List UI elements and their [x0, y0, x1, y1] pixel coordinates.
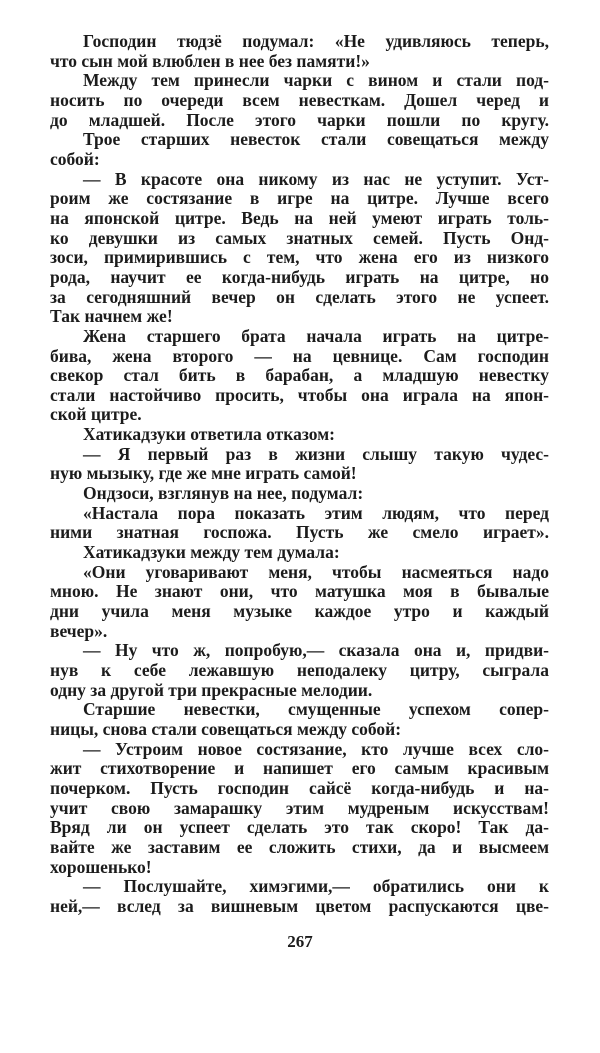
text-line: — Устроим новое состязание, кто лучше всех сло-	[83, 738, 549, 759]
text-line: стали настойчиво просить, чтобы она играла на япон-	[50, 384, 549, 405]
text-line: дни учила меня музыке каждое утро и каждый	[50, 601, 549, 622]
text-line: носить по очереди всем невесткам. Дошел черед и	[50, 89, 549, 110]
page-body-text	[50, 32, 549, 917]
text-line: Вряд ли он успеет сделать это так скоро! Так да-	[50, 817, 549, 838]
text-line: ницы, снова стали совещаться между собой:	[50, 718, 402, 739]
text-line: ней,— вслед за вишневым цветом распускаются цве-	[50, 895, 549, 916]
text-line: — В красоте она никому из нас не уступит. Уст-	[83, 168, 549, 189]
text-line: Трое старших невесток стали совещаться между	[83, 129, 549, 150]
text-line: хорошенько!	[50, 856, 152, 877]
text-line: учит свою замарашку этим мудреным искусствам!	[50, 797, 549, 818]
text-line: Хатикадзуки ответила отказом:	[83, 424, 335, 445]
text-line: свекор стал бить в барабан, а младшую невестку	[50, 365, 549, 386]
text-line: — Я первый раз в жизни слышу такую чудес-	[83, 443, 549, 464]
text-line: — Ну что ж, попробую,— сказала она и, придви-	[83, 640, 549, 661]
text-line: вечер».	[50, 620, 108, 641]
text-line: за сегодняшний вечер он сделать этого не успеет.	[50, 286, 549, 307]
text-line: Ондзоси, взглянув на нее, подумал:	[83, 483, 364, 504]
text-line: жит стихотворение и напишет его самым красивым	[50, 758, 549, 779]
text-line: ской цитре.	[50, 404, 142, 425]
text-line: Господин тюдзё подумал: «Не удивляюсь теперь,	[83, 31, 549, 51]
text-line: — Послушайте, химэгими,— обратились они к	[83, 876, 549, 897]
text-line: Жена старшего брата начала играть на цитре-	[83, 325, 549, 346]
text-line: до младшей. После этого чарки пошли по кругу.	[50, 109, 549, 130]
text-line: на японской цитре. Ведь на ней умеют играть толь-	[50, 207, 549, 228]
text-line: ную мызыку, где же мне играть самой!	[50, 463, 357, 484]
page-number: 267	[287, 932, 313, 951]
text-line: «Настала пора показать этим людям, что перед	[83, 502, 549, 523]
text-line: рода, научит ее когда-нибудь играть на цитре, но	[50, 266, 549, 287]
text-line: роим же состязание в игре на цитре. Лучше всего	[50, 188, 549, 209]
text-line: что сын мой влюблен в нее без памяти!»	[50, 50, 370, 71]
text-line: Так начнем же!	[50, 306, 173, 327]
text-line: вайте же заставим ее сложить стихи, да и высмеем	[50, 836, 549, 857]
text-line: Хатикадзуки между тем думала:	[83, 542, 340, 563]
text-line: нув к себе лежавшую неподалеку цитру, сыграла	[50, 660, 549, 680]
text-line: почерком. Пусть господин сайсё когда-нибудь и на-	[50, 777, 549, 798]
text-line: собой:	[50, 148, 100, 169]
text-line: «Они уговаривают меня, чтобы насмеяться надо	[83, 561, 549, 582]
text-line: ними знатная госпожа. Пусть же смело играет».	[50, 522, 549, 543]
text-line: Старшие невестки, смущенные успехом сопер-	[83, 699, 549, 720]
text-line: мною. Не знают они, что матушка моя в бывалые	[50, 581, 549, 602]
text-line: бива, жена второго — на цевнице. Сам господин	[50, 345, 549, 366]
text-line: Между тем принесли чарки с вином и стали под-	[83, 70, 549, 91]
text-line: ко девушки из самых знатных семей. Пусть Онд-	[50, 227, 549, 248]
text-line: зоси, примирившись с тем, что жена его из низкого	[50, 247, 549, 268]
text-line: одну за другой три прекрасные мелодии.	[50, 679, 373, 700]
